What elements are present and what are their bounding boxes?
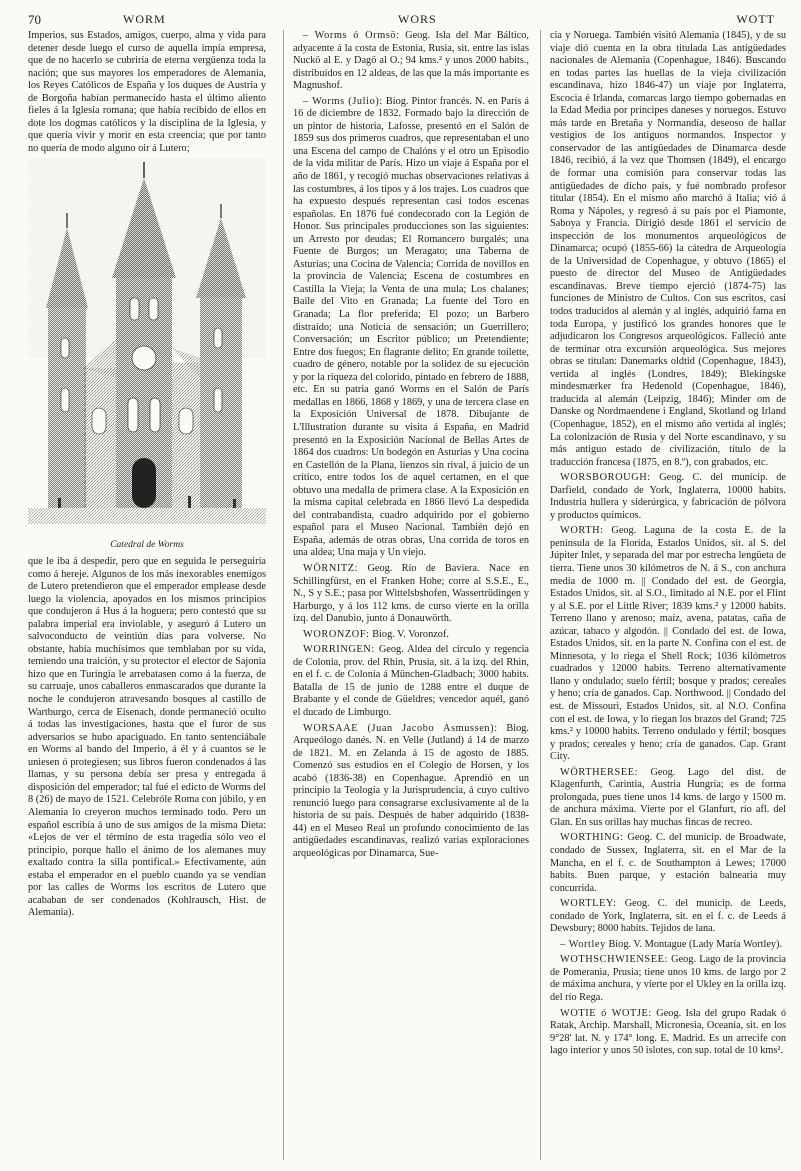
- entry-woronzof: [293, 629, 529, 642]
- cathedral-illustration-icon: [28, 158, 266, 538]
- entry-headword: WORONZOF:: [303, 628, 370, 640]
- entry-headword: WORSBOROUGH:: [560, 472, 651, 484]
- entry-text: Geog. Lago de la provincia de Pomerania, Prusia; tiene unos 10 kms. de largo por 2 de máxima anchura, y vierte por el Ukley en la orilla izq. del río Rega.: [550, 954, 786, 1004]
- running-head-left: WORM: [123, 12, 166, 26]
- entry-headword: WORSAAE (Juan Jacobo Asmussen):: [303, 722, 498, 734]
- running-head-center: WORS: [398, 12, 437, 26]
- entry-wothschwiensee: [550, 954, 786, 1004]
- entry-headword: WORTLEY:: [560, 898, 617, 910]
- entry-headword: – Wortley: [560, 938, 606, 950]
- entry-wortley-biog: [550, 939, 786, 952]
- cathedral-figure: [28, 158, 266, 552]
- entry-worthing: [550, 832, 786, 895]
- entry-headword: WORTH:: [560, 525, 604, 537]
- entry-text: Geog. Lago del dist. de Klagenfurth, Carintia, Austria Hungría; es de forma prolongada, pues tiene unos 14 kms. de largo y 1500 m. de anchura máxima. Vierte por el Glanfurt, río afl. del Glan. En sus orillas hay muchas fincas de recreo.: [550, 766, 786, 828]
- entry-worringen: [293, 644, 529, 719]
- entry-text: Geog. C. del municip. de Darfield, condado de York, Inglaterra, 10000 habits. Industria hullera y siderúrgica, y fabricación de pólvora y productos químicos.: [550, 472, 786, 521]
- entry-headword: WORRINGEN:: [303, 644, 375, 656]
- entry-worsborough: [550, 472, 786, 522]
- column-left: [28, 30, 266, 1160]
- page-number: 70: [28, 12, 41, 27]
- column-right: [540, 30, 786, 1160]
- column-middle: [283, 30, 529, 1160]
- entry-headword: – Worms (Julio):: [303, 95, 383, 107]
- paragraph-after-figure: que le iba á despedir, pero que en seguida le perseguiría como á hereje. Algunos de los más inexorables enemigos de Lutero pretendieron que el emperador emplease desde luego la violencia, apoyados en los mismos principios que condujeron á Hus á la hoguera; pero contestó que su palabra imperial era inviolable, y aseguró á Lutero un salvoconducto de veintiún días para volverse. No obstante, había muchísimos que temblaban por su vida, temiendo una traición, y su protector el elector de Sajonia hizo que en Turingia le arrebatasen como á la fuerza, de su carruaje, unos caballeros enmascarados que durante la noche le condujeron atravesando bosques al castillo de Wartburgo, cerca de Eisenach, donde permaneció oculto á todas las investigaciones, hasta que el furor de sus adversarios se hubo apaciguado. En tanto sentenciábale en Worms al bando del Imperio, á él y á cuantos se le uniesen ó protegiesen; sus libros fueron condenados á las llamas, y su persona debía ser presa y entregada á disposición del emperador; tal fué el edicto de Worms del 8 (26) de mayo de 1521. Celebróle Roma con júbilo, y en Alemania lo creyeron muchos terminado todo. Pero un español escribía á uno de sus amigos de la misma Dieta: «Lejos de ver el término de esta tragedia sólo veo el principio, porque hallo el ánimo de los alemanes muy exaltado contra la silla pontifical.» Efectivamente, aún estaba el emperador en el pueblo cuando ya se vendían por las calles de Worms los escritos de Lutero que acababan de ser condenados (Kohlrausch, Hist. de Alemania).: [28, 556, 266, 919]
- entry-text: Geog. C. del municip. de Leeds, condado de York, Inglaterra, sit. en el f. c. de Leeds á Dewsbury; 8000 habits. Tejidos de lana.: [550, 898, 786, 935]
- running-head-right: WOTT: [736, 12, 775, 26]
- entry-headword: WORTHING:: [560, 832, 624, 844]
- entry-headword: WÖRNITZ:: [303, 562, 359, 574]
- entry-worthersee: [550, 767, 786, 830]
- entry-text: Geog. Isla del Mar Báltico, adyacente á la costa de Estonia, Rusia, sit. entre las islas Nuckö al E. y Dagö al O.; 94 kms.² y unos 2000 habits., distribuídos en 12 aldeas, de las que la más importante es Magnushof.: [293, 30, 529, 92]
- entry-text: Geog. C. del municip. de Broadwate, condado de Sussex, Inglaterra, sit. en el Mar de la Mancha, en el f. c. de Southampton á Lewes; 17000 habits. Buen parque, y estación balnearia muy concurrida.: [550, 832, 786, 894]
- entry-text: Geog. Isla del grupo Radak ó Ratak, Archip. Marshall, Micronesia, Oceanía, sit. en los 9°28' lat. N. y 174° long. E. Madrid. Es un arrecife con lago interior y unos 50 islotes, con sup. total de 10 kms².: [550, 1007, 786, 1057]
- entry-text: Biog. V. Montague (Lady María Wortley).: [608, 938, 783, 950]
- entry-text: Geog. Laguna de la costa E. de la península de la Florida, Estados Unidos, sit. al S. del Júpiter Inlet, y separada del mar por estrecha lengüeta de tierra. Tiene unos 30 kilómetros de N. á S., con anchura media de 1000 m. || Condado del est. de Georgia, Estados Unidos, sit. al S.O., limitado al N.E. por el Flint y al S.E. por el Little River; 1839 kms.² y 12000 habits. Terreno llano y arenoso; maíz, avena, patatas, caña de azúcar, tabaco y algodón. || Condado del est. de Iowa, Estados Unidos, sit. en la parte N. Confina con el est. de Minnesota, y lo riega el Shell Rock; 1036 kilómetros cuadrados y 12000 habits. Terreno alternativamente llano y ondulado; suelo fértil; bosque y prados; cereales y heno; cría de ganados. Cap. Northwood. || Condado del est. de Missouri, Estados Unidos, sit. al N.O. Confina con el est. de Iowa, y lo riegan los brazos del Grand; 725 kms.² y 10000 habits. Terreno ondulado y fértil; bosques y prados; cereales y heno; cría de ganados. Cap. Grant City.: [550, 525, 786, 763]
- paragraph-intro: Imperios, sus Estados, amigos, cuerpo, alma y vida para detener desde luego el curso de aquella impía empresa, que de no hacerlo se cubriría de eterna vergüenza toda la nación; que sus mayores los emperadores de Alemania, los Reyes Católicos de España y los duques de Austria y de Borgoña habían permanecido hasta el último aliento fieles á la Iglesia romana; que había recibido de ellos en dote los dogmas católicos y la disciplina de la Iglesia, y que quería vivir y morir en esta creencia; que por tanto no quería de modo alguno oir á Lutero;: [28, 30, 266, 154]
- entry-text: Biog. V. Voronzof.: [372, 628, 449, 640]
- entry-text: Biog. Arqueólogo danés. N. en Velle (Jutland) á 14 de marzo de 1821. M. en Zelanda á 15 de agosto de 1885. Comenzó sus estudios en el Colegio de Horsen, y los acabó (1836-38) en Copenhague. Aprendió en un principio la Teología y la Jurisprudencia, á cuyo cultivo renunció luego para consagrarse exclusivamente al de la historia de su país. Después de haber adquirido (1838-44) en el Museo Real un profundo conocimiento de las antigüedades escandinavas, realizó varias exploraciones arqueológicas por Dinamarca, Sue-: [293, 722, 529, 859]
- entry-headword: WOTIE ó WOTJE:: [560, 1007, 652, 1019]
- entry-headword: – Worms ó Ormsö:: [303, 30, 400, 41]
- figure-caption: Catedral de Worms: [110, 540, 184, 551]
- entry-text: Biog. Pintor francés. N. en París á 16 de diciembre de 1832. Formado bajo la dirección de un pintor de historia, Lafosse, presentó en el Salón de 1859 sus dos primeros cuadros, que representaban el uno una Escena del campo de Chalóns y el otro un Episodio de la vida militar de París. Hizo un viaje á España por el año de 1861, y recogió muchas observaciones relativas á las costumbres, á los tipos y á los trajes. Los cuadros que ha expuesto después representan casi todos escenas españolas. En 1876 fué condecorado con la Legión de Honor. Sus principales producciones son las siguientes: un Arresto por deudas; El Romancero burgalés; una Fuente de Burgos; un Meragato; una Taberna de Asturias; una Cocina de Valencia; Corrida de novillos en la provincia de Valencia; Escena de costumbres en Castilla la Vieja; la Venta de una mula; Los chalanes; Baile del Vito en Granada; La fuente del Toro en Granada; La flor preferida; El pozo; un Barbero distraído; una Noticia de sensación; un Guerrillero; Conversación; un Escritor público; un Pretendiente; Entre dos fuegos; En flagrante delito; En grande toilette, cuadro de género, notable por la solidez de su ejecución y por la riqueza del colorido, pintado en febrero de 1888, etc. En su patria ganó Worms en el Salón de París medallas en 1866, 1868 y 1869, y una de tercera clase en la Exposición Universal de 1878. Dibujante de L'Illustration durante su visita á España, en Madrid presentó en la Exposición Nacional de Bellas Artes de 1864 dos cuadros: Un bodegón en Asturias y Una cocina en Castellón de la Plana, lienzos sin rival, á juicio de un crítico, entre todos los de aquel certamen, en el que obtuvo una medalla de primera clase. A la Exposición en la misma capital celebrada en 1866 llevó La despedida del contrabandista, cuadro adquirido por el gobierno español para el Museo Nacional. También dejó en España, además de otras obras, Una corrida de toros en una aldea; Una maja y Un viejo.: [293, 95, 529, 559]
- page-header: [28, 8, 775, 28]
- entry-worth: [550, 525, 786, 763]
- entry-worsaae: [293, 723, 529, 861]
- entry-worms-julio: [293, 96, 529, 560]
- paragraph-worsaae-continued: cia y Noruega. También visitó Alemania (1845), y de su viaje dió cuenta en la obra titulada Las antigüedades nacionales de Alemania (Copenhague, 1846). Buscando en todas partes las huellas de la vieja civilización escandinava, hizo 1846-47) un viaje por Inglaterra, Escocia é Irlanda, comarcas largo tiempo gobernadas en la Edad Media por príncipes daneses y noruegos. Estuvo más tarde en Bretaña y Normandía, deseoso de hallar vestigios de los antiguos normandos. Inspector y conservador de las antigüedades de Dinamarca desde 1846, recibió, á la vez que Thomsen (1849), el encargo de formar una comisión para conservar todas las antigüedades de dicho país, y fué nombrado profesor titular (1854). En el mismo año marchó á Italia; vió á Roma y Nápoles, y regresó á su país por el Piamonte, Saboya y Francia. Dirigió desde 1861 el servicio de inspección de los monumentos arqueológicos de Dinamarca; ocupó (1855-66) la cátedra de Arqueología de la Universidad de Copenhague, y obtuvo (1865) el puesto de director del Museo de Antigüedades escandinavas. Breve tiempo ejerció (1874-75) las funciones de Ministro de Cultos. Con sus escritos, casi todos traducidos al alemán y al inglés, adquirió fama en toda Europa, y justificó los grandes honores que le adjudicaron los Congresos arqueológicos. Falleció ante de terminar otra excursión arqueológica. Sus mejores obras se titulan: Danemarks oldtid (Copenhague, 1843), vertida al inglés (Londres, 1849); Blekingske mindesmærker fra Hedenold (Copenhague, 1846), traducida al alemán (Leipzig, 1846); Minder om de Danske og Nordmaendene i England, Skotland og Irland (Copenhague, 1852), en el mismo año vertida al inglés; La colonización de Rusia y del Norte escandinavo, y su más antiguo estado de civilización, título de la traducción francesa (1875, en 8.º), con grabados, etc.: [550, 30, 786, 468]
- entry-headword: WOTHSCHWIENSEE:: [560, 954, 668, 966]
- entry-headword: WÖRTHERSEE:: [560, 766, 639, 778]
- entry-text: Geog. Río de Baviera. Nace en Schillingfürst, en el Franken Hohe; corre al S.S.E., E., N., S y S.E.; pasa por Wittelsbshofen, Wassertrüdingen y Harburgo, y á los 112 kms. de curso vierte en la orilla izq. del Danubio, junto á Donauwörth.: [293, 562, 529, 625]
- entry-wornitz: [293, 563, 529, 626]
- entry-wotie: [550, 1008, 786, 1058]
- entry-worms-ormso: [293, 30, 529, 93]
- entry-text: Geog. Aldea del círculo y regencia de Colonia, prov. del Rhin, Prusia, sit. á la izq. del Rhin, en el f. c. de Colonia á München-Gladbach; 3000 habits. Batalla de 15 de junio de 1288 entre el duque de Brabante y el conde de Güeldres; vencedor aquél, ganó el ducado de Limburgo.: [293, 644, 529, 718]
- entry-wortley: [550, 898, 786, 936]
